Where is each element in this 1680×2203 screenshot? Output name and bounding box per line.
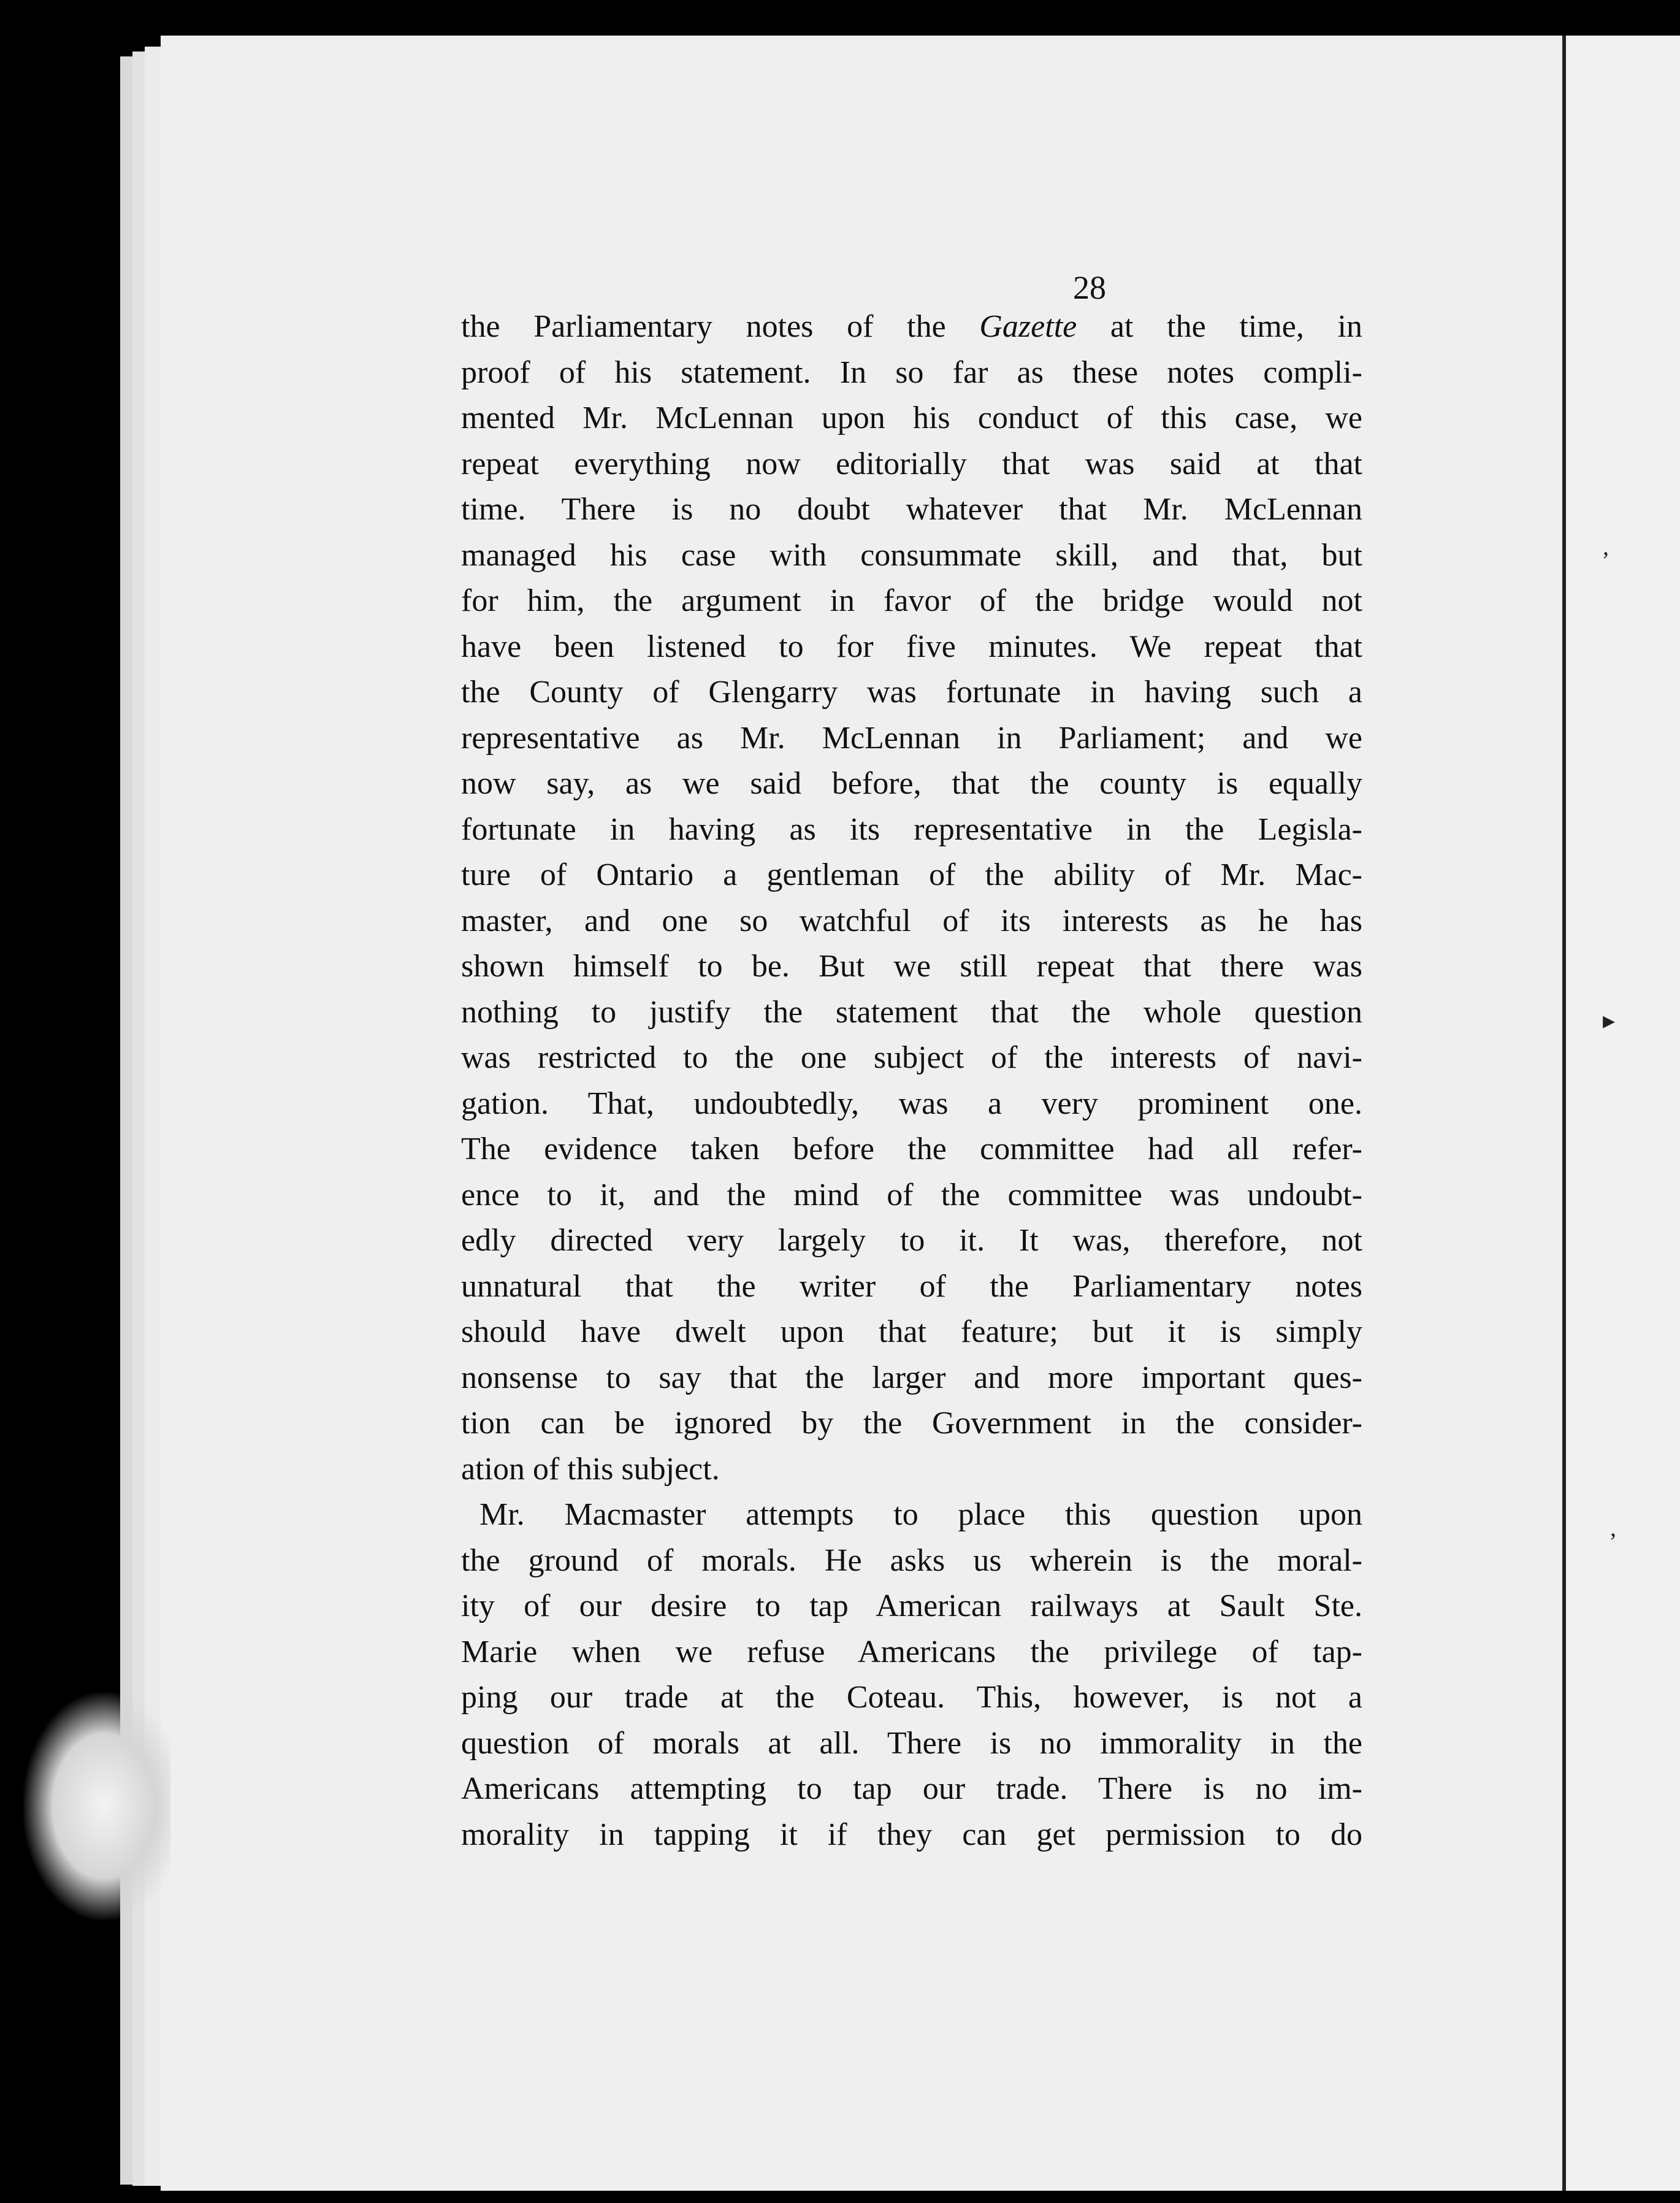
text-line: master, and one so watchful of its interests as he has [461, 903, 1362, 938]
facing-page-edge [1562, 36, 1680, 2191]
text-line: Americans attempting to tap our trade. There is no im- [461, 1771, 1362, 1806]
page-number: 28 [1073, 269, 1106, 306]
text-line: Mr. Macmaster attempts to place this question upon [479, 1497, 1362, 1532]
text-line: should have dwelt upon that feature; but it is simply [461, 1314, 1362, 1349]
text-line: shown himself to be. But we still repeat that there was [461, 949, 1362, 984]
text-line: The evidence taken before the committee had all refer- [461, 1132, 1362, 1167]
text-line: ping our trade at the Coteau. This, however, is not a [461, 1680, 1362, 1715]
text-line: mented Mr. McLennan upon his conduct of this case, we [461, 400, 1362, 435]
text-line: the ground of morals. He asks us wherein is the moral- [461, 1542, 1362, 1578]
text-line: now say, as we said before, that the county is equally [461, 766, 1362, 801]
stray-mark: ’ [1609, 1528, 1617, 1555]
text-line: repeat everything now editorially that was said at that [461, 446, 1362, 481]
text-line: for him, the argument in favor of the bridge would not [461, 583, 1362, 618]
text-line: question of morals at all. There is no immorality in the [461, 1725, 1362, 1761]
newspaper-name: Gazette [979, 309, 1077, 344]
text-line: ence to it, and the mind of the committee was undoubt- [461, 1177, 1362, 1213]
text-line: ation of this subject. [461, 1451, 720, 1487]
text-line: gation. That, undoubtedly, was a very prominent one. [461, 1086, 1362, 1121]
text-line: Marie when we refuse Americans the privilege of tap- [461, 1634, 1362, 1669]
text-line: have been listened to for five minutes. We repeat that [461, 629, 1362, 664]
stray-mark: ’ [1602, 546, 1610, 574]
text-line: ity of our desire to tap American railways at Sault Ste. [461, 1588, 1362, 1623]
paper-damage [23, 1693, 170, 1920]
text-line: managed his case with consummate skill, and that, but [461, 537, 1362, 573]
stray-mark: ▸ [1603, 1006, 1616, 1034]
body-text [461, 304, 1362, 1858]
text-line: nonsense to say that the larger and more important ques- [461, 1360, 1362, 1395]
text-line: unnatural that the writer of the Parliamentary notes [461, 1268, 1362, 1304]
text-line: the County of Glengarry was fortunate in having such a [461, 675, 1362, 710]
text-line: tion can be ignored by the Government in the consider- [461, 1406, 1362, 1441]
text-line: fortunate in having as its representative in the Legisla- [461, 811, 1362, 847]
text-line: morality in tapping it if they can get permission to do [461, 1817, 1362, 1852]
text-line: proof of his statement. In so far as these notes compli- [461, 354, 1362, 390]
text-line: the Parliamentary notes of the Gazette at the time, in [461, 309, 1362, 344]
text-line: nothing to justify the statement that the whole question [461, 994, 1362, 1030]
text-line: ture of Ontario a gentleman of the ability of Mr. Mac- [461, 857, 1362, 892]
text-line: edly directed very largely to it. It was, therefore, not [461, 1223, 1362, 1258]
text-line: time. There is no doubt whatever that Mr. McLennan [461, 492, 1362, 527]
text-line: representative as Mr. McLennan in Parliament; and we [461, 720, 1362, 756]
text-line: was restricted to the one subject of the interests of navi- [461, 1040, 1362, 1075]
